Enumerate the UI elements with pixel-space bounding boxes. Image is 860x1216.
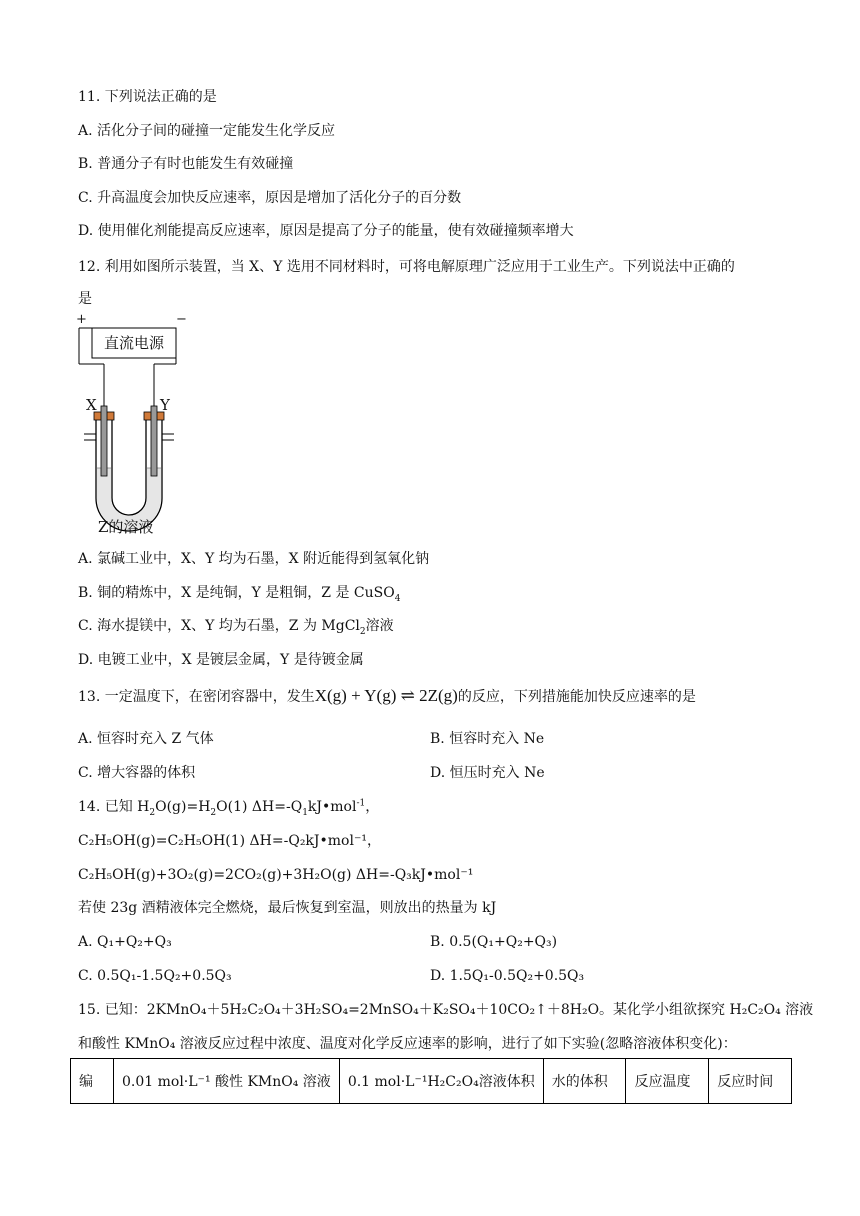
electrolysis-apparatus-figure bbox=[76, 312, 196, 540]
q14-option-a: A. Q₁+Q₂+Q₃ bbox=[78, 934, 172, 950]
q14-line2: C₂H₅OH(g)=C₂H₅OH(1) ΔH=-Q₂kJ•mol⁻¹， bbox=[78, 833, 381, 849]
q14-option-d: D. 1.5Q₁-0.5Q₂+0.5Q₃ bbox=[430, 968, 585, 984]
table-row bbox=[71, 1059, 792, 1104]
q15-line2: 和酸性 KMnO₄ 溶液反应过程中浓度、温度对化学反应速率的影响，进行了如下实验(忽略溶液体积变化)： bbox=[78, 1036, 737, 1052]
q13-option-d: D. 恒压时充入 Ne bbox=[430, 765, 545, 781]
q13-option-c: C. 增大容器的体积 bbox=[78, 765, 196, 781]
table-header-cell: 水的体积 bbox=[543, 1059, 626, 1104]
experiment-table bbox=[70, 1058, 792, 1104]
q11-option-d: D. 使用催化剂能提高反应速率，原因是提高了分子的能量，使有效碰撞频率增大 bbox=[78, 223, 574, 239]
q13-option-a: A. 恒容时充入 Z 气体 bbox=[78, 731, 214, 747]
table-header-cell: 反应温度 bbox=[626, 1059, 709, 1104]
table-header-cell: 0.01 mol·L⁻¹ 酸性 KMnO₄ 溶液 bbox=[114, 1059, 340, 1104]
q14-option-b: B. 0.5(Q₁+Q₂+Q₃) bbox=[430, 934, 558, 950]
negative-terminal-label: − bbox=[176, 312, 187, 327]
q14-line3: C₂H₅OH(g)+3O₂(g)=2CO₂(g)+3H₂O(g) ΔH=-Q₃kJ•mol⁻¹ bbox=[78, 867, 474, 883]
q11-option-b: B. 普通分子有时也能发生有效碰撞 bbox=[78, 156, 294, 172]
power-supply-label: 直流电源 bbox=[103, 334, 164, 352]
q12-option-a: A. 氯碱工业中，X、Y 均为石墨，X 附近能得到氢氧化钠 bbox=[78, 551, 430, 567]
reaction-equation: X(g) + Y(g) ⇌ 2Z(g) bbox=[314, 686, 458, 705]
q11-stem: 11. 下列说法正确的是 bbox=[78, 89, 217, 105]
q13-option-b: B. 恒容时充入 Ne bbox=[430, 731, 545, 747]
q12-stem-line2: 是 bbox=[78, 291, 92, 307]
q14-line4: 若使 23g 酒精液体完全燃烧，最后恢复到室温，则放出的热量为 kJ bbox=[78, 900, 497, 916]
table-header-cell: 0.1 mol·L⁻¹H₂C₂O₄溶液体积 bbox=[339, 1059, 543, 1104]
q13-stem: 13. 一定温度下，在密闭容器中，发生X(g) + Y(g) ⇌ 2Z(g)的反应，下列措施能加快反应速率的是 bbox=[78, 686, 696, 705]
q11-option-c: C. 升高温度会加快反应速率，原因是增加了活化分子的百分数 bbox=[78, 190, 462, 206]
table-header-cell: 编 bbox=[71, 1059, 114, 1104]
electrode-x-label: X bbox=[86, 396, 97, 414]
q12-option-c: C. 海水提镁中，X、Y 均为石墨，Z 为 MgCl$_2$溶液 bbox=[78, 618, 394, 637]
solution-label: Z的溶液 bbox=[98, 518, 154, 536]
table-header-cell: 反应时间 bbox=[709, 1059, 792, 1104]
positive-terminal-label: + bbox=[76, 312, 87, 327]
q12-stem-line1: 12. 利用如图所示装置，当 X、Y 选用不同材料时，可将电解原理广泛应用于工业生产。下列说法中正确的 bbox=[78, 259, 735, 275]
q15-line1: 15. 已知：2KMnO₄＋5H₂C₂O₄＋3H₂SO₄=2MnSO₄＋K₂SO₄＋10CO₂↑＋8H₂O。某化学小组欲探究 H₂C₂O₄ 溶液 bbox=[78, 1002, 814, 1018]
q14-option-c: C. 0.5Q₁-1.5Q₂+0.5Q₃ bbox=[78, 968, 232, 984]
q14-line1: 14. 已知 $H_2O(g)=H_2O(1)$ $\Delta H=-Q_1kJ•mol^{-1}$， bbox=[78, 798, 380, 818]
q12-option-d: D. 电镀工业中，X 是镀层金属，Y 是待镀金属 bbox=[78, 652, 364, 668]
electrode-y-label: Y bbox=[160, 396, 170, 414]
q11-option-a: A. 活化分子间的碰撞一定能发生化学反应 bbox=[78, 123, 336, 139]
q12-option-b: B. 铜的精炼中，X 是纯铜，Y 是粗铜，Z 是 CuSO$_4$ bbox=[78, 585, 401, 604]
